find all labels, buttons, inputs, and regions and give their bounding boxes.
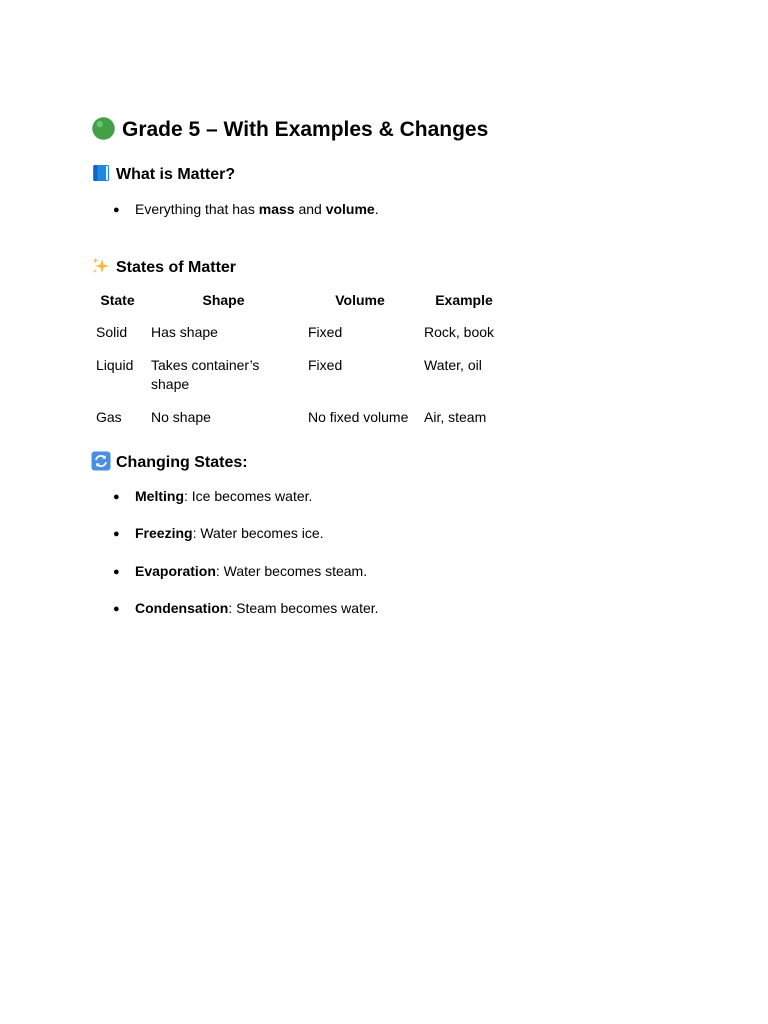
- list-item: [113, 599, 379, 618]
- table-cell: Air, steam: [424, 409, 487, 425]
- matter-text-prefix: Everything that has: [135, 201, 259, 217]
- matter-text-middle: and: [294, 201, 326, 217]
- desc-freezing: : Water becomes ice.: [192, 525, 324, 541]
- table-cell: Gas: [96, 409, 122, 425]
- term-melting: Melting: [135, 488, 184, 504]
- term-freezing: Freezing: [135, 525, 193, 541]
- table-cell: Water, oil: [424, 357, 482, 373]
- table-cell: No fixed volume: [308, 409, 409, 425]
- section-heading-states: [91, 256, 236, 277]
- green-circle-icon: [91, 116, 116, 141]
- column-header-volume: Volume: [335, 292, 385, 308]
- changing-heading-text: Changing States:: [116, 454, 248, 471]
- desc-evaporation: : Water becomes steam.: [215, 563, 368, 579]
- term-evaporation: Evaporation: [135, 563, 216, 579]
- table-row: [90, 408, 510, 441]
- list-item: [113, 524, 324, 543]
- list-item: [113, 487, 312, 506]
- states-table: [90, 287, 510, 441]
- bullet-dot: ●: [113, 528, 120, 540]
- table-cell: Fixed: [308, 357, 343, 373]
- desc-melting: : Ice becomes water.: [184, 488, 313, 504]
- bullet-dot: ●: [113, 491, 120, 503]
- table-cell: Rock, book: [424, 324, 495, 340]
- matter-bold-volume: volume: [325, 201, 375, 217]
- term-condensation: Condensation: [135, 600, 229, 616]
- table-cell: Liquid: [96, 357, 134, 373]
- states-heading-text: States of Matter: [116, 259, 237, 276]
- cycle-arrows-icon: [91, 451, 111, 471]
- blue-book-icon: [91, 163, 111, 183]
- table-cell: Solid: [96, 324, 128, 340]
- section-heading-matter: [91, 163, 235, 184]
- table-cell: Fixed: [308, 324, 343, 340]
- bullet-dot: ●: [113, 566, 120, 578]
- matter-heading-text: What is Matter?: [116, 166, 236, 183]
- list-item: [113, 562, 367, 581]
- matter-bold-mass: mass: [258, 201, 295, 217]
- title-text: Grade 5 – With Examples & Changes: [122, 118, 489, 141]
- list-item: [113, 200, 379, 219]
- sparkles-icon: [91, 256, 111, 276]
- page-title: [91, 116, 488, 142]
- table-cell: Has shape: [151, 324, 218, 340]
- table-cell: No shape: [151, 409, 211, 425]
- column-header-example: Example: [435, 292, 493, 308]
- section-heading-changing: [91, 451, 248, 472]
- matter-text-suffix: .: [374, 201, 379, 217]
- bullet-dot: ●: [113, 204, 120, 216]
- table-row: [90, 323, 510, 356]
- desc-condensation: : Steam becomes water.: [228, 600, 379, 616]
- column-header-shape: Shape: [202, 292, 245, 308]
- table-cell: Takes container’s shape: [151, 357, 260, 392]
- table-header-row: [90, 287, 510, 323]
- table-row: [90, 356, 510, 408]
- column-header-state: State: [100, 292, 135, 308]
- bullet-dot: ●: [113, 603, 120, 615]
